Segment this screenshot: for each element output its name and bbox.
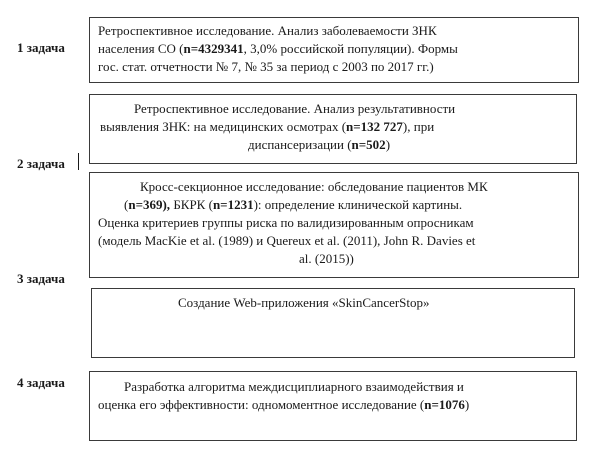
task-3-line-5: al. (2015))	[299, 251, 354, 266]
task-1-line-3: гос. стат. отчетности № 7, № 35 за период с 2003 по 2017 гг.)	[98, 59, 434, 74]
task-4-line-2	[98, 396, 469, 413]
task-2-line-2	[100, 118, 434, 135]
task-1-sample-size: n=4329341	[183, 41, 244, 56]
task-1-line-2-a: населения СО (	[98, 41, 184, 56]
task-2-line-2-a: выявления ЗНК: на медицинских осмотрах (	[100, 119, 347, 134]
task-2-sample-size-a: n=132 727	[346, 119, 403, 134]
task-2-line-3-c: )	[385, 137, 391, 152]
task-3-line-3: Оценка критериев группы риска по валидизированным опросникам	[98, 215, 474, 230]
task-4-sample-size: n=1076	[424, 397, 465, 412]
task-2-line-3	[248, 136, 390, 153]
task-4-line-2-c: )	[464, 397, 470, 412]
task-3-line-4: (модель MacKie et al. (1989) и Quereux et al. (2011), John R. Davies et	[98, 233, 476, 248]
task-4-line-1: Разработка алгоритма междисциплиарного взаимодействия и	[124, 379, 464, 394]
task-1-label: 1 задача	[17, 40, 65, 55]
task-3-line-2	[124, 196, 462, 213]
task-2-line-3-a: диспансеризации (	[248, 137, 352, 152]
text-cursor	[78, 153, 79, 170]
task-4-line-2-a: оценка его эффективности: одномоментное исследование (	[98, 397, 425, 412]
task-3-line-2-a: (	[124, 197, 129, 212]
task-2-sample-size-b: n=502	[351, 137, 386, 152]
task-1-line-1: Ретроспективное исследование. Анализ заболеваемости ЗНК	[98, 23, 437, 38]
task-2-line-2-c: ), при	[402, 119, 435, 134]
task-2-line-1: Ретроспективное исследование. Анализ результативности	[134, 101, 456, 116]
task-3-line-2-e: ): определение клинической картины.	[253, 197, 463, 212]
task-1-line-2-c: , 3,0% российской популяции). Формы	[243, 41, 458, 56]
task-3b-line-1: Создание Web-приложения «SkinCancerStop»	[178, 295, 430, 310]
task-3-sample-size-bkrk: n=1231	[212, 197, 254, 212]
task-4-label: 4 задача	[17, 375, 65, 390]
task-3-line-1: Кросс-секционное исследование: обследование пациентов МК	[140, 179, 488, 194]
task-2-label: 2 задача	[17, 156, 65, 171]
task-3-line-2-c: БКРК (	[173, 197, 213, 212]
task-3-sample-size-mk: n=369),	[128, 197, 174, 212]
task-1-line-2	[98, 40, 458, 57]
task-3-label: 3 задача	[17, 271, 65, 286]
